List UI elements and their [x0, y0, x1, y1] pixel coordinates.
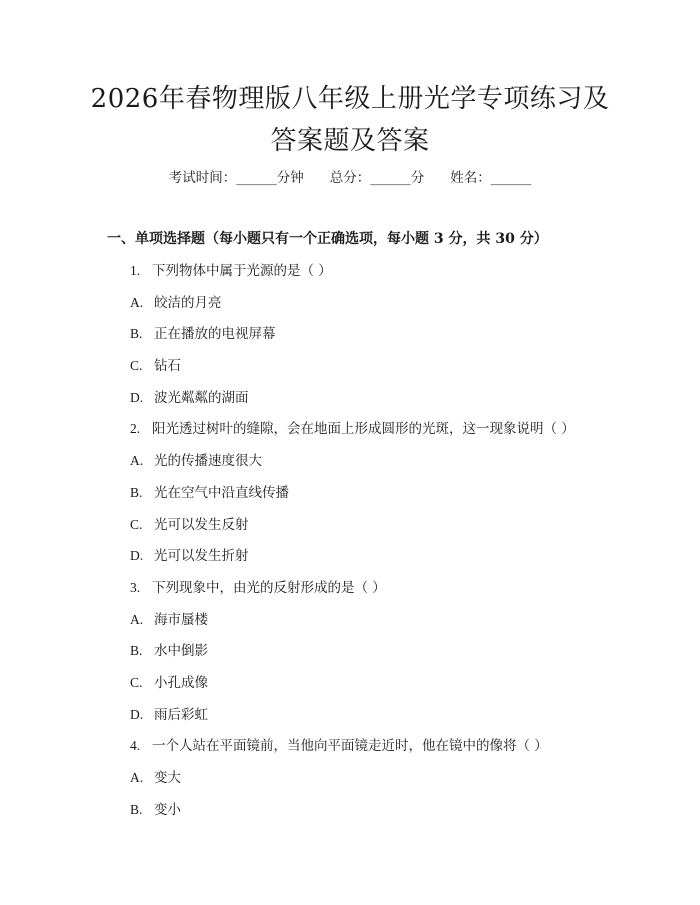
- option-text: 光的传播速度很大: [154, 453, 262, 470]
- option-item: [130, 356, 660, 388]
- question-number: 1.: [130, 263, 141, 278]
- option-label: C.: [130, 358, 143, 374]
- title-line-1: 2026年春物理版八年级上册光学专项练习及: [90, 84, 610, 114]
- option-text: 海市蜃楼: [154, 611, 208, 628]
- option-label: A.: [130, 453, 144, 469]
- option-item: [130, 641, 660, 673]
- option-text: 钻石: [154, 358, 181, 375]
- option-item: [130, 388, 660, 420]
- question-list: [130, 261, 660, 831]
- option-label: B.: [130, 484, 143, 500]
- option-text: 光在空气中沿直线传播: [154, 484, 289, 501]
- option-item: [130, 673, 660, 705]
- option-label: A.: [130, 770, 144, 785]
- option-label: B.: [130, 326, 143, 342]
- exam-score-field: 总分：______分: [329, 170, 425, 186]
- question-stem: [130, 578, 660, 610]
- question-number: 4.: [130, 738, 141, 754]
- option-item: [130, 800, 660, 832]
- option-label: B.: [130, 643, 143, 659]
- question-stem: [130, 736, 660, 768]
- option-item: [130, 451, 660, 483]
- option-label: C.: [130, 516, 143, 532]
- option-item: [130, 293, 660, 325]
- option-text: 变小: [154, 801, 181, 818]
- option-text: 水中倒影: [154, 643, 208, 660]
- option-text: 波光粼粼的湖面: [154, 389, 249, 406]
- option-label: B.: [130, 801, 143, 817]
- question-stem: [130, 261, 660, 293]
- option-text: 雨后彩虹: [154, 706, 208, 723]
- option-label: C.: [130, 674, 143, 690]
- option-item: [130, 546, 660, 578]
- title-line-2: 答案题及答案: [270, 126, 430, 156]
- option-label: D.: [130, 706, 144, 722]
- option-label: D.: [130, 548, 144, 564]
- option-text: 皎洁的月亮: [154, 294, 222, 311]
- question-number: 3.: [130, 579, 141, 595]
- option-text: 光可以发生折射: [154, 548, 249, 565]
- question-text: 阳光透过树叶的缝隙，会在地面上形成圆形的光斑，这一现象说明（ ）: [152, 421, 575, 438]
- exam-meta: [0, 168, 700, 188]
- page-title: [60, 78, 640, 162]
- option-item: [130, 515, 660, 547]
- option-text: 正在播放的电视屏幕: [154, 326, 276, 343]
- option-label: A.: [130, 294, 144, 310]
- option-text: 小孔成像: [154, 674, 208, 691]
- question-number: 2.: [130, 421, 141, 437]
- question-text: 一个人站在平面镜前，当他向平面镜走近时，他在镜中的像将（ ）: [152, 738, 548, 755]
- section-heading: 一、单项选择题（每小题只有一个正确选项，每小题 3 分，共 30 分）: [107, 231, 548, 247]
- option-label: A.: [130, 611, 144, 627]
- option-item: [130, 483, 660, 515]
- question-stem: [130, 419, 660, 451]
- exam-time-field: 考试时间：______分钟: [168, 170, 304, 186]
- question-text: 下列现象中，由光的反射形成的是（ ）: [152, 579, 386, 596]
- option-item: [130, 768, 660, 800]
- option-text: 变大: [154, 770, 181, 786]
- exam-name-field: 姓名：______: [450, 170, 532, 186]
- option-label: D.: [130, 389, 144, 405]
- question-text: 下列物体中属于光源的是（ ）: [152, 263, 332, 279]
- option-item: [130, 705, 660, 737]
- option-item: [130, 610, 660, 642]
- option-item: [130, 324, 660, 356]
- option-text: 光可以发生反射: [154, 516, 249, 533]
